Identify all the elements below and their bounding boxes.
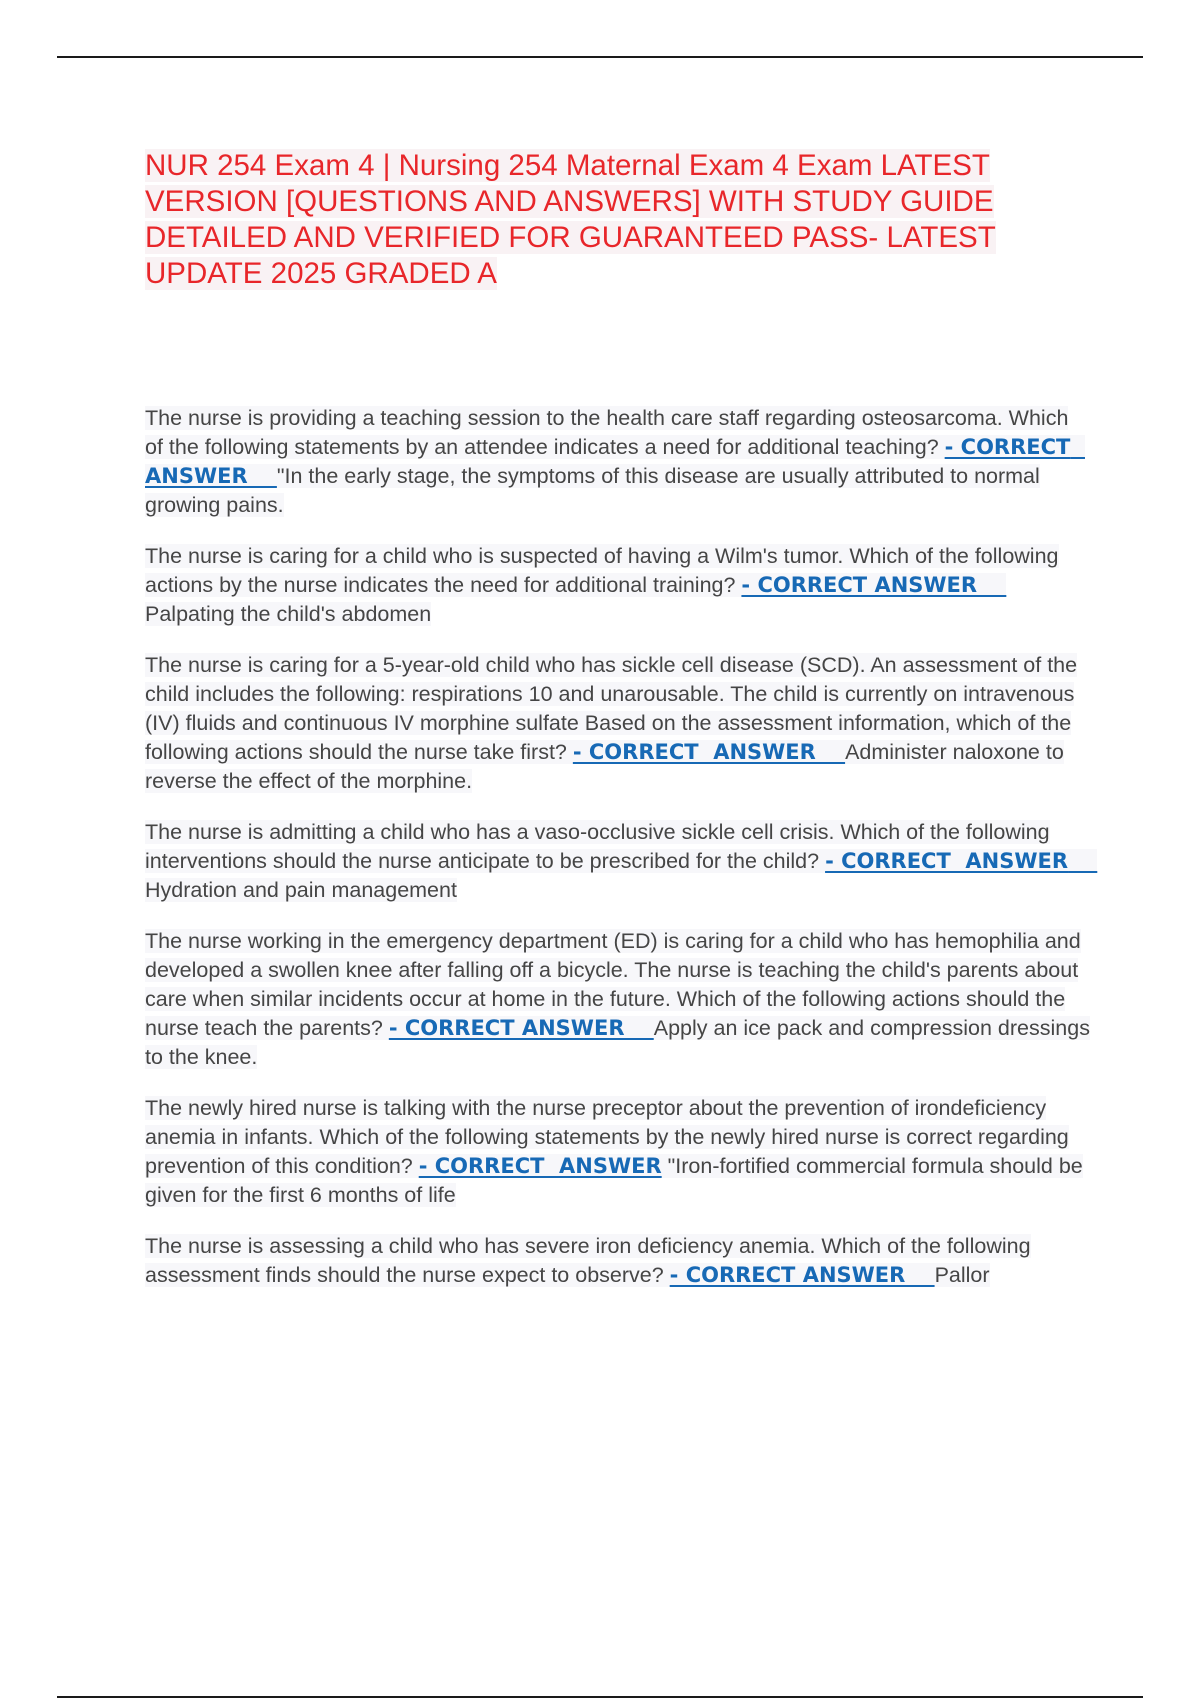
question-text: The nurse is admitting a child who has a vaso-occlusive sickle cell crisis. Which of the following interventions should the nurse anticipate to be prescribed for the child? bbox=[145, 820, 1050, 873]
correct-answer-link[interactable]: - CORRECT ANSWER bbox=[825, 849, 1098, 873]
answer-text: Hydration and pain management bbox=[145, 878, 457, 902]
qa-list bbox=[145, 404, 1098, 1312]
answer-text: Palpating the child's abdomen bbox=[145, 602, 432, 626]
qa-item bbox=[145, 404, 1090, 520]
question-text: The nurse is assessing a child who has severe iron deficiency anemia. Which of the following assessment finds should the nurse expect to observe? bbox=[145, 1234, 1031, 1287]
top-rule bbox=[57, 56, 1143, 58]
answer-text: Pallor bbox=[934, 1263, 990, 1287]
question-text: The nurse is providing a teaching session to the health care staff regarding osteosarcoma. Which of the following statements by an attendee indicates a need for additional teaching? bbox=[145, 406, 1069, 459]
correct-answer-link[interactable]: - CORRECT ANSWER bbox=[572, 740, 846, 764]
answer-text: Apply an ice pack and compression dressings to the knee. bbox=[145, 1016, 1090, 1069]
answer-text: Administer naloxone to reverse the effect of the morphine. bbox=[145, 740, 1064, 793]
qa-item bbox=[145, 542, 1090, 629]
correct-answer-link[interactable]: - CORRECT ANSWER bbox=[741, 573, 1007, 597]
question-text: The nurse working in the emergency department (ED) is caring for a child who has hemophilia and developed a swollen knee after falling off a bicycle. The nurse is teaching the child's parents about care when similar incidents occur at home in the future. Which of the following actions should the nurse teach the parents? bbox=[145, 929, 1081, 1040]
document-title bbox=[145, 148, 1090, 292]
correct-answer-link[interactable]: - CORRECT ANSWER bbox=[145, 435, 1085, 488]
bottom-rule bbox=[57, 1696, 1143, 1698]
qa-item bbox=[145, 1094, 1090, 1210]
qa-item bbox=[145, 927, 1090, 1072]
qa-item bbox=[145, 818, 1098, 905]
qa-item bbox=[145, 1232, 1090, 1290]
correct-answer-link[interactable]: - CORRECT ANSWER bbox=[418, 1154, 662, 1178]
question-text: The nurse is caring for a child who is suspected of having a Wilm's tumor. Which of the following actions by the nurse indicates the need for additional training? bbox=[145, 544, 1059, 597]
qa-item bbox=[145, 651, 1090, 796]
question-text: The nurse is caring for a 5-year-old child who has sickle cell disease (SCD). An assessment of the child includes the following: respirations 10 and unarousable. The child is currently on intravenous (IV) fluids and continuous IV morphine sulfate Based on the assessment information, which of the following actions should the nurse take first? bbox=[145, 653, 1078, 764]
answer-text: "Iron-fortified commercial formula should be given for the first 6 months of life bbox=[145, 1154, 1083, 1207]
correct-answer-link[interactable]: - CORRECT ANSWER bbox=[669, 1263, 935, 1287]
document-title-text: NUR 254 Exam 4 | Nursing 254 Maternal Exam 4 Exam LATEST VERSION [QUESTIONS AND ANSWERS] WITH STUDY GUIDE DETAILED AND VERIFIED FOR GUARANTEED PASS- LATEST UPDATE 2025 GRADED A bbox=[145, 149, 996, 290]
correct-answer-link[interactable]: - CORRECT ANSWER bbox=[388, 1016, 654, 1040]
answer-text: "In the early stage, the symptoms of this disease are usually attributed to normal growing pains. bbox=[145, 464, 1040, 517]
question-text: The newly hired nurse is talking with the nurse preceptor about the prevention of irondeficiency anemia in infants. Which of the following statements by the newly hired nurse is correct regarding prevention of this condition? bbox=[145, 1096, 1069, 1178]
